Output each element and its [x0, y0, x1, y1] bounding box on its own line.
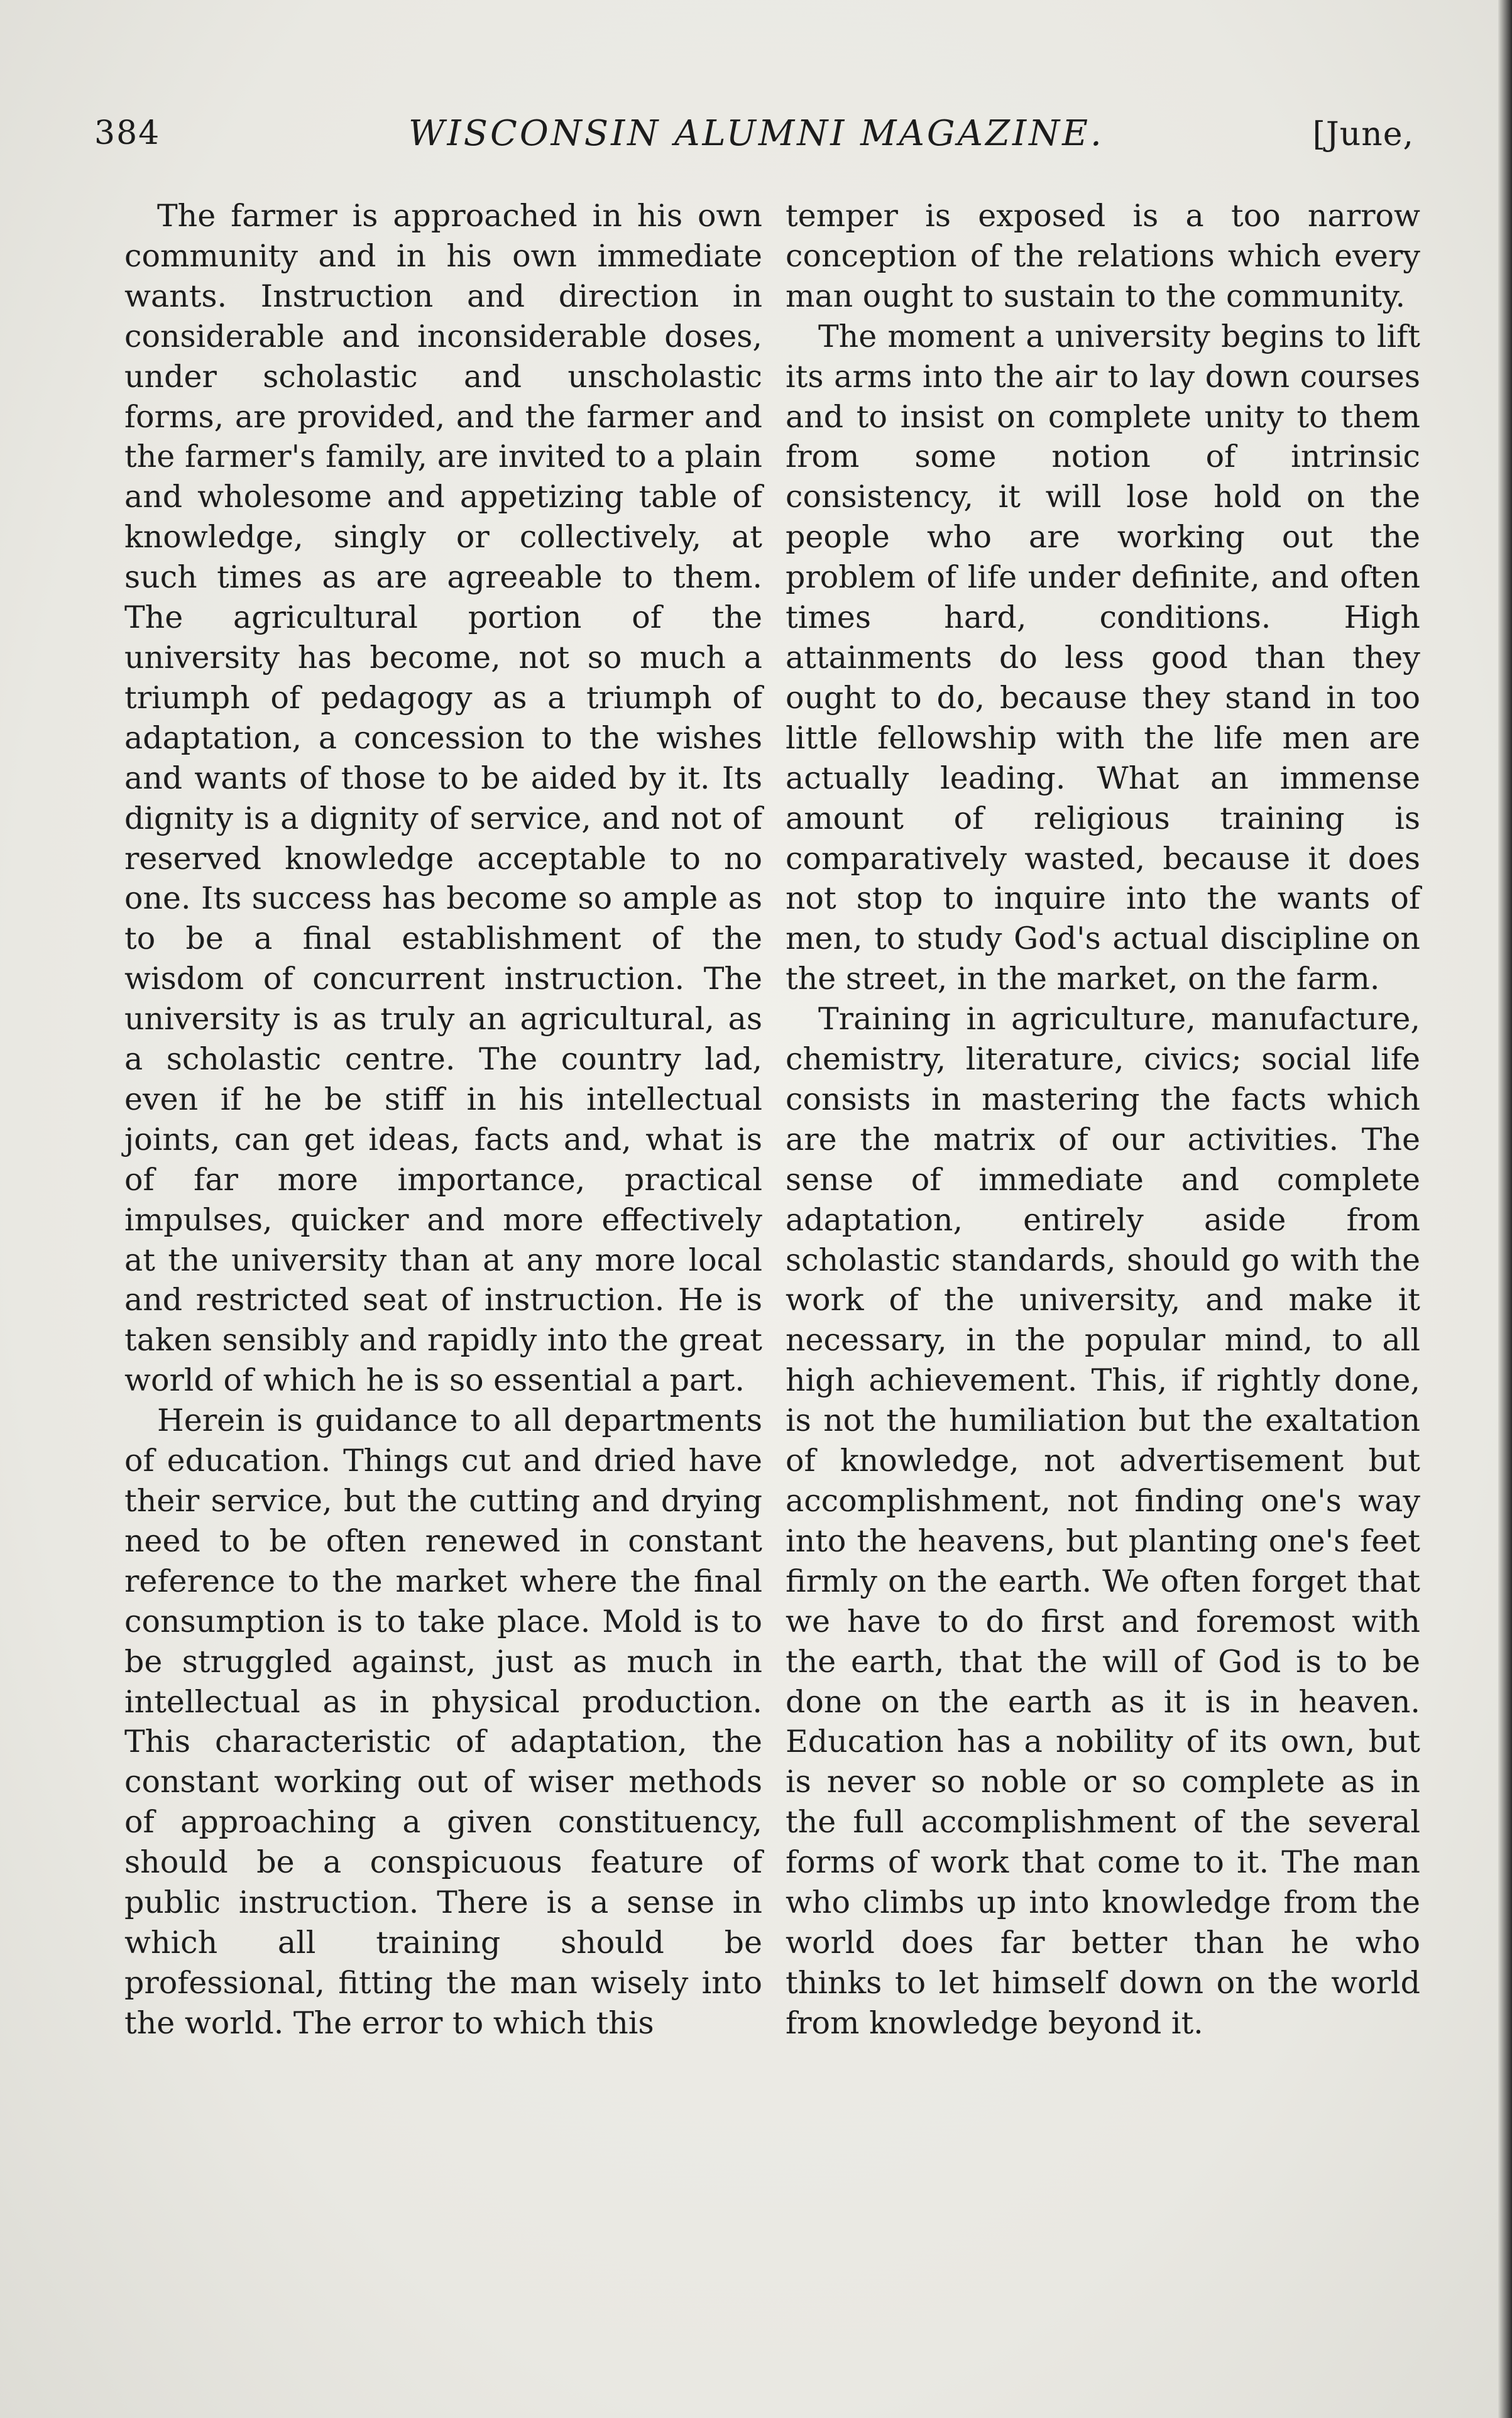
scan-edge-shadow — [1498, 0, 1512, 2418]
page-header — [94, 107, 1414, 163]
left-paragraph-2: Herein is guidance to all departments of education. Things cut and dried have their service, but the cutting and drying need to be often renewed in constant reference to the market where the final consumption is to take place. Mold is to be struggled against, just as much in intellectual as in physical production. This characteristic of adaptation, the constant working out of wiser methods of approaching a given constituency, should be a conspicuous feature of public instruction. There is a sense in which all training should be professional, fitting the man wisely into the world. The error to which this — [124, 1403, 762, 2041]
issue-date: [June, — [1312, 116, 1414, 153]
page-number: 384 — [94, 114, 161, 152]
right-paragraph-2: The moment a university begins to lift its arms into the air to lay down courses and to insist on complete unity to them from some notion of intrinsic consistency, it will lose hold on the people who are working out the problem of life under definite, and often times hard, conditions. High attainments do less good than they ought to do, because they stand in too little fellowship with the life men are actually leading. What an immense amount of religious training is comparatively wasted, because it does not stop to inquire into the wants of men, to study God's actual discipline on the street, in the market, on the farm. — [786, 318, 1420, 997]
right-paragraph-3: Training in agriculture, manufacture, chemistry, literature, civics; social life consists in mastering the facts which are the matrix of our activities. The sense of immediate and complete adaptation, entirely aside from scholastic standards, should go with the work of the university, and make it necessary, in the popular mind, to all high achievement. This, if rightly done, is not the humiliation but the exaltation of knowledge, not advertisement but accomplishment, not finding one's way into the heavens, but planting one's feet firmly on the earth. We often forget that we have to do first and foremost with the earth, that the will of God is to be done on the earth as it is in heaven. Education has a nobility of its own, but is never so noble or so complete as in the full accomplishment of the several forms of work that come to it. The man who climbs up into knowledge from the world does far better than he who thinks to let himself down on the world from knowledge beyond it. — [786, 1001, 1420, 2041]
right-paragraph-1: temper is exposed is a too narrow conception of the relations which every man ought to sustain to the community. — [786, 198, 1420, 314]
left-column — [124, 196, 762, 2043]
running-title: WISCONSIN ALUMNI MAGAZINE. — [408, 113, 1104, 154]
right-column — [786, 196, 1420, 2043]
left-paragraph-1: The farmer is approached in his own community and in his own immediate wants. Instruction and direction in considerable and inconsiderable doses, under scholastic and unscholastic forms, are provided, and the farmer and the farmer's family, are invited to a plain and wholesome and appetizing table of knowledge, singly or collectively, at such times as are agreeable to them. The agricultural portion of the university has become, not so much a triumph of pedagogy as a triumph of adaptation, a concession to the wishes and wants of those to be aided by it. Its dignity is a dignity of service, and not of reserved knowledge acceptable to no one. Its success has become so ample as to be a final establishment of the wisdom of concurrent instruction. The university is as truly an agricultural, as a scholastic centre. The country lad, even if he be stiff in his intellectual joints, can get ideas, facts and, what is of far more importance, practical impulses, quicker and more effectively at the university than at any more local and restricted seat of instruction. He is taken sensibly and rapidly into the great world of which he is so essential a part. — [124, 198, 762, 1399]
